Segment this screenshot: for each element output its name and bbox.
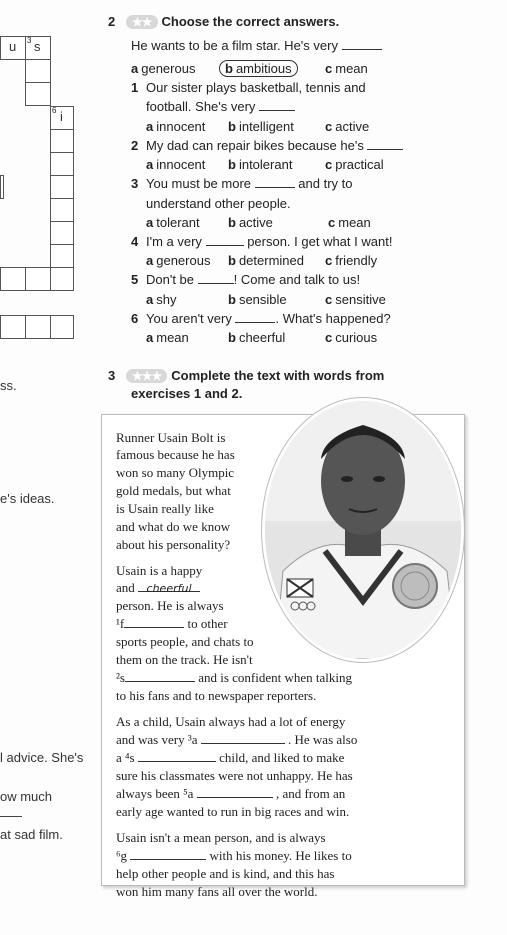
option-text: intolerant [238,157,293,172]
question-text: . What's happened? [275,311,391,326]
question-text: Our sister plays basketball, tennis and [146,80,366,95]
option-b[interactable]: b determined [228,253,304,268]
text-line: them on the track. He isn't [116,652,253,667]
text-fragment: and is confident when talking [198,670,353,685]
crossword-cell [50,175,74,199]
left-text-fragment: ow much [0,789,53,804]
crossword-letter: s [34,39,41,54]
left-text-fragment: at sad film. [0,827,63,842]
option-b[interactable]: b sensible [228,292,287,307]
question-text: and try to [298,176,353,191]
answer-blank[interactable] [125,670,195,682]
option-c[interactable]: c curious [325,330,378,345]
text-line [116,786,345,802]
text-line: sure his classmates were not unhappy. He has [116,768,353,783]
text-line: As a child, Usain always had a lot of energy [116,714,346,729]
question-number: 2 [131,138,139,153]
option-c[interactable]: c friendly [325,253,378,268]
option-c[interactable]: c mean [325,61,368,76]
answer-blank[interactable] [197,786,273,798]
option-text: tolerant [156,215,200,230]
option-b[interactable]: b cheerful [228,330,286,345]
option-text: active [335,119,370,134]
question-2 [131,138,403,153]
question-text: He wants to be a film star. He's very [131,38,338,53]
answer-blank[interactable] [130,848,206,860]
question-number: 6 [131,311,139,326]
crossword-cell [0,267,26,291]
question-1-line2 [146,99,295,114]
gap-label: ⁶g [116,848,128,863]
text-fragment: a ⁴s [116,750,135,765]
question-text: football. She's very [146,99,256,114]
option-c[interactable]: c active [325,119,370,134]
text-line [116,616,228,632]
option-b[interactable]: b intelligent [228,119,294,134]
crossword-cell [25,267,51,291]
answer-blank[interactable] [206,234,244,246]
option-text: shy [156,292,177,307]
option-text: mean [335,61,368,76]
question-3 [131,176,352,191]
left-text-fragment: l advice. She's [0,750,84,765]
gap-label: ¹f [116,616,125,631]
crossword-cell [50,198,74,222]
crossword-letter: u [9,39,17,54]
text-line [116,732,357,748]
crossword-cell [50,129,74,153]
text-fragment: , and from an [275,786,346,801]
answer-blank[interactable] [0,816,22,817]
runner-photo-illustration [265,401,461,659]
option-a[interactable]: a mean [146,330,189,345]
crossword-cell [0,175,4,199]
text-fragment: . He was also [288,732,358,747]
question-4 [131,234,392,249]
text-line: won him many fans all over the world. [116,884,318,899]
left-text-fragment: ss. [0,378,17,393]
question-number: 4 [131,234,139,249]
runner-photo [262,398,464,662]
text-line: Usain isn't a mean person, and is always [116,830,326,845]
answer-blank[interactable] [235,311,275,323]
example-answer: cheerful [146,582,192,595]
exercise-instruction: Choose the correct answers. [161,14,340,29]
text-fragment: and [116,580,135,595]
option-a[interactable]: a shy [146,292,177,307]
crossword-number: 3 [27,36,32,45]
text-line: won so many Olympic [116,465,235,480]
option-text: ambitious [235,61,292,76]
text-line: to his fans and to newspaper reporters. [116,688,317,703]
option-a[interactable]: a generous [146,253,211,268]
question-number: 1 [131,80,139,95]
crossword-cell [25,315,51,339]
answer-blank[interactable] [138,750,216,762]
option-a[interactable]: a generous [131,61,196,76]
crossword-cell [0,315,26,339]
option-c[interactable]: c practical [325,157,384,172]
text-fragment: and was very ³a [116,732,198,747]
text-fragment: with his money. He likes to [209,848,352,863]
option-text: intelligent [238,119,294,134]
option-text: sensible [238,292,287,307]
crossword-cell [50,152,74,176]
crossword-cell [50,221,74,245]
crossword-cell [50,244,74,268]
option-c[interactable]: c sensitive [325,292,386,307]
difficulty-stars: ★★★ [126,369,167,383]
crossword-number: 6 [52,106,57,115]
option-text: generous [141,61,196,76]
option-a[interactable]: a innocent [146,119,206,134]
exercise-3-header [108,368,384,383]
crossword-letter: i [60,109,63,124]
left-text-fragment: e's ideas. [0,491,55,506]
question-text: My dad can repair bikes because he's [146,138,364,153]
exercise-2-header [108,14,339,29]
question-text: Don't be [146,272,195,287]
crossword-cell [25,82,51,106]
option-text: generous [156,253,211,268]
text-line: Runner Usain Bolt is [116,430,226,445]
text-fragment: to other [187,616,228,631]
option-b-circled[interactable]: b ambitious [219,61,298,76]
answer-blank-example[interactable] [138,580,200,595]
crossword-cell [50,315,74,339]
text-line: help other people and is kind, and this has [116,866,335,881]
option-text: mean [338,215,371,230]
answer-blank[interactable] [255,176,295,188]
difficulty-stars: ★★ [126,15,158,29]
option-text: active [238,215,273,230]
question-text: You aren't very [146,311,232,326]
question-number: 5 [131,272,139,287]
option-text: innocent [156,119,206,134]
gap-label: ²s [116,670,125,685]
text-fragment: always been ⁵a [116,786,194,801]
text-line: about his personality? [116,537,231,552]
text-line: person. He is always [116,598,224,613]
question-number: 3 [131,176,139,191]
question-5 [131,272,360,287]
question-text: I'm a very [146,234,202,249]
answer-blank[interactable] [367,138,403,150]
text-line [116,580,200,596]
question-text: ! Come and talk to us! [233,272,361,287]
option-text: cheerful [238,330,286,345]
answer-blank[interactable] [342,38,382,50]
exercise-instruction: Complete the text with words from [171,368,385,383]
answer-blank[interactable] [201,732,285,744]
question-text: person. I get what I want! [247,234,393,249]
option-b[interactable]: b intolerant [228,157,293,172]
answer-blank[interactable] [124,616,184,628]
example-question [131,38,382,53]
option-text: sensitive [335,292,386,307]
text-line: famous because he has [116,447,235,462]
option-b[interactable]: b active [228,215,273,230]
option-text: curious [335,330,378,345]
text-line: early age wanted to run in big races and win. [116,804,350,819]
question-text: You must be more [146,176,252,191]
question-6 [131,311,391,326]
text-fragment: child, and liked to make [219,750,345,765]
exercise-instruction-line2: exercises 1 and 2. [131,386,243,401]
text-line [116,670,352,686]
text-line: sports people, and chats to [116,634,254,649]
option-a[interactable]: a innocent [146,157,206,172]
exercise-number: 2 [108,14,116,29]
option-a[interactable]: a tolerant [146,215,200,230]
text-line: is Usain really like [116,501,214,516]
answer-blank[interactable] [198,272,234,284]
option-text: mean [156,330,189,345]
text-line [116,750,344,766]
answer-blank[interactable] [259,99,295,111]
question-1 [131,80,366,95]
question-3-line2 [146,196,291,211]
option-c[interactable]: c mean [328,215,371,230]
exercise-number: 3 [108,368,116,383]
text-line [116,848,352,864]
crossword-cell [25,59,51,83]
option-text: innocent [156,157,206,172]
crossword-cell [50,267,74,291]
text-line: Usain is a happy [116,563,203,578]
text-line: and what do we know [116,519,231,534]
question-text: understand other people. [146,196,291,211]
option-text: friendly [335,253,378,268]
option-text: determined [238,253,304,268]
option-text: practical [335,157,384,172]
text-line: gold medals, but what [116,483,231,498]
